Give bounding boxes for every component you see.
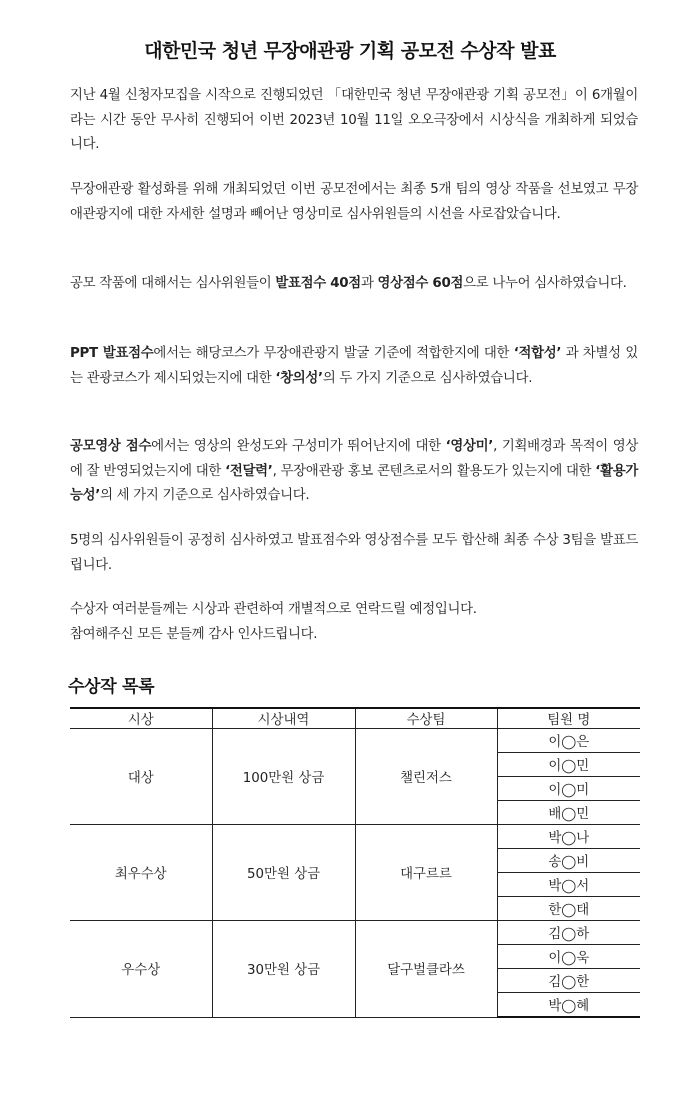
paragraph-scoring [70,272,638,297]
bold-video-score: 영상점수 60점 [377,276,464,291]
bold-video-score-label: 공모영상 점수 [70,439,152,454]
bold-ppt-score: PPT 발표점수 [70,346,154,361]
text-segment: , 기획배경과 목적이 영상에 잘 반영되었는지에 대한 [70,439,638,479]
bold-creativity: ‘창의성’ [275,370,323,386]
bold-presentation-score: 발표점수 40점 [275,276,361,291]
table-row [70,825,640,849]
closing-line-1: 수상자 여러분들께는 시상과 관련하여 개별적으로 연락드릴 예정입니다. [70,602,477,617]
text-segment: 에서는 해당코스가 무장애관광지 발굴 기준에 적합한지에 대한 [153,346,514,361]
team-member: 이◯미 [497,777,640,801]
award-name: 대상 [70,729,212,825]
paragraph-video-criteria [70,435,638,509]
text-segment: 에서는 영상의 완성도와 구성미가 뛰어난지에 대한 [151,439,446,454]
team-member: 박◯서 [497,873,640,897]
award-prize: 30만원 상금 [212,921,355,1018]
team-member: 김◯하 [497,921,640,945]
team-member: 김◯한 [497,969,640,993]
text-segment: 과 차별성 있는 관광코스가 제시되었는지에 대한 [70,346,639,386]
bold-visual-quality: ‘영상미’ [445,439,494,454]
table-header-row [70,708,640,729]
header-team: 수상팀 [355,708,497,729]
bold-usability: ‘활용가능성’ [70,463,638,503]
closing-line-2: 참여해주신 모든 분들께 감사 인사드립니다. [70,626,318,642]
text-segment: 으로 나누어 심사하였습니다. [463,276,627,291]
award-team: 챌린저스 [355,729,497,825]
header-award: 시상 [70,708,212,729]
team-member: 송◯비 [497,849,640,873]
paragraph-overview: 무장애관광 활성화를 위해 개최되었던 이번 공모전에서는 최종 5개 팀의 영상 작품을 선보였고 무장애관광지에 대한 자세한 설명과 빼어난 영상미로 심사위원들의 시선을 사로잡았습니다. [70,182,638,222]
text-segment: 의 세 가지 기준으로 심사하였습니다. [100,488,310,503]
team-member: 배◯민 [497,801,640,825]
header-prize: 시상내역 [212,708,355,729]
team-member: 이◯욱 [497,945,640,969]
award-prize: 50만원 상금 [212,825,355,921]
award-team: 대구르르 [355,825,497,921]
text-segment: , 무장애관광 홍보 콘텐츠로서의 활용도가 있는지에 대한 [272,463,596,479]
team-member: 이◯은 [497,729,640,753]
team-member: 박◯혜 [497,993,640,1018]
award-prize: 100만원 상금 [212,729,355,825]
table-row [70,921,640,945]
text-segment: 의 두 가지 기준으로 심사하였습니다. [322,370,533,386]
bold-delivery: ‘전달력’ [225,463,273,479]
bold-suitability: ‘적합성’ [513,346,562,361]
header-members: 팀원 명 [497,708,640,729]
team-member: 한◯태 [497,897,640,921]
paragraph-closing [70,598,638,647]
table-row [70,729,640,753]
paragraph-ppt-criteria [70,342,638,391]
paragraph-judging: 5명의 심사위원들이 공정히 심사하였고 발표점수와 영상점수를 모두 합산해 최종 수상 3팀을 발표드립니다. [70,533,638,573]
paragraph-intro: 지난 4월 신청자모집을 시작으로 진행되었던 「대한민국 청년 무장애관광 기획 공모전」이 6개월이라는 시간 동안 무사히 진행되어 이번 2023년 10월 11일 오오극장에서 시상식을 개최하게 되었습니다. [70,88,638,152]
team-member: 이◯민 [497,753,640,777]
award-team: 달구벌클라쓰 [355,921,497,1018]
awards-section-title: 수상작 목록 [68,677,155,697]
text-segment: 과 [360,276,378,291]
page-title: 대한민국 청년 무장애관광 기획 공모전 수상작 발표 [144,40,556,62]
awards-table [70,707,640,1018]
award-name: 최우수상 [70,825,212,921]
team-member: 박◯나 [497,825,640,849]
award-name: 우수상 [70,921,212,1018]
text-segment: 공모 작품에 대해서는 심사위원들이 [70,276,276,291]
